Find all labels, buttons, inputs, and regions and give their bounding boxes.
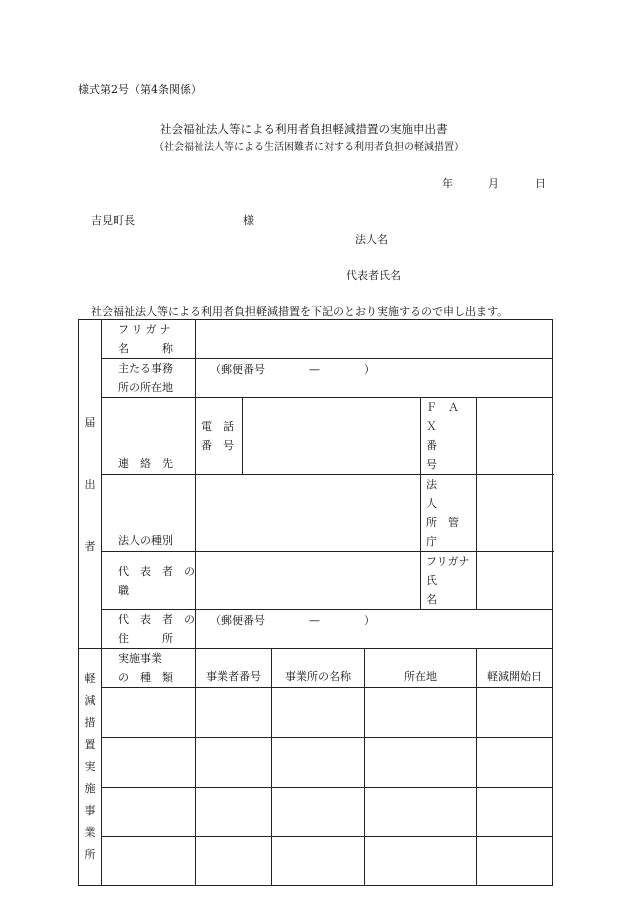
cell-business-number[interactable] (196, 837, 272, 886)
cell-location[interactable] (365, 688, 477, 738)
corporation-name-label: 法人名 (355, 233, 388, 246)
row-representative-address (79, 610, 553, 649)
field-representative-address[interactable] (196, 610, 553, 649)
addressee-name: 吉見町長 (91, 214, 135, 227)
postal-code-label: （郵便番号 — ） (210, 614, 375, 627)
label-representative-furigana-name: フリガナ 氏 名 (421, 552, 477, 610)
row-contact (79, 398, 553, 475)
cell-business-number[interactable] (196, 738, 272, 788)
row-office-location (79, 359, 553, 398)
date-month: 月 (488, 177, 499, 190)
facility-row (79, 688, 553, 738)
label-representative-address: 代 表 者 の 住 所 (102, 610, 196, 649)
header-service-type: 実施事業 の 種 類 (102, 649, 196, 688)
row-facility-header (79, 649, 553, 688)
representative-name-label: 代表者氏名 (346, 269, 401, 282)
section-applicant-char: 者 (84, 539, 96, 553)
addressee-honorific: 様 (243, 214, 254, 227)
field-representative-title[interactable] (196, 552, 421, 610)
label-corporation-type: 法人の種別 (102, 475, 196, 552)
header-start-date: 軽減開始日 (477, 649, 553, 688)
label-phone: 電 話 番 号 (196, 398, 243, 475)
label-fax: Ｆ Ａ Ｘ 番 号 (421, 398, 477, 475)
section-facility-char: 実 (84, 760, 96, 773)
header-facility-name: 事業所の名称 (272, 649, 365, 688)
section-facility-char: 措 (84, 716, 96, 729)
section-applicant (79, 320, 102, 649)
section-facility (79, 649, 102, 886)
section-facility-char: 所 (84, 848, 96, 861)
cell-location[interactable] (365, 837, 477, 886)
cell-service-type[interactable] (102, 788, 196, 837)
header-location: 所在地 (365, 649, 477, 688)
field-phone[interactable] (243, 398, 421, 475)
cell-business-number[interactable] (196, 788, 272, 837)
section-facility-char: 業 (84, 826, 96, 839)
postal-code-label: （郵便番号 — ） (210, 363, 375, 376)
field-jurisdiction[interactable] (477, 475, 553, 552)
cell-start-date[interactable] (477, 788, 553, 837)
date-day: 日 (535, 177, 546, 190)
intro-text: 社会福祉法人等による利用者負担軽減措置を下記のとおり実施するので申し出ます。 (91, 305, 509, 318)
row-representative-title (79, 552, 553, 610)
cell-facility-name[interactable] (272, 788, 365, 837)
section-facility-char: 減 (84, 694, 96, 707)
field-representative-name[interactable] (477, 552, 553, 610)
section-applicant-char: 出 (84, 477, 96, 491)
cell-service-type[interactable] (102, 688, 196, 738)
field-corporation-name[interactable] (196, 320, 553, 359)
application-form-table (78, 319, 553, 886)
cell-start-date[interactable] (477, 837, 553, 886)
facility-row (79, 738, 553, 788)
facility-row (79, 837, 553, 886)
header-business-number: 事業者番号 (196, 649, 272, 688)
document-subtitle: （社会福祉法人等による生活困難者に対する利用者負担の軽減措置） (154, 142, 464, 153)
cell-facility-name[interactable] (272, 688, 365, 738)
section-facility-char: 軽 (84, 672, 96, 685)
label-contact: 連 絡 先 (102, 398, 196, 475)
cell-service-type[interactable] (102, 738, 196, 788)
section-applicant-char: 届 (84, 415, 96, 429)
label-furigana-name: フリガナ 名 称 (102, 320, 196, 359)
cell-service-type[interactable] (102, 837, 196, 886)
field-fax[interactable] (477, 398, 553, 475)
section-facility-char: 事 (84, 804, 96, 817)
cell-start-date[interactable] (477, 688, 553, 738)
label-office-location: 主たる事務 所の所在地 (102, 359, 196, 398)
section-facility-char: 施 (84, 782, 96, 795)
cell-business-number[interactable] (196, 688, 272, 738)
date-year: 年 (442, 177, 453, 190)
facility-row (79, 788, 553, 837)
label-jurisdiction: 法 人 所 管 庁 (421, 475, 477, 552)
row-corporation-type (79, 475, 553, 552)
cell-facility-name[interactable] (272, 738, 365, 788)
field-corporation-type[interactable] (196, 475, 421, 552)
section-facility-char: 置 (84, 738, 96, 751)
cell-facility-name[interactable] (272, 837, 365, 886)
cell-location[interactable] (365, 738, 477, 788)
row-furigana-name (79, 320, 553, 359)
label-representative-title: 代 表 者 の 職 (102, 552, 196, 610)
cell-start-date[interactable] (477, 738, 553, 788)
cell-location[interactable] (365, 788, 477, 837)
form-number: 様式第2号（第4条関係） (78, 83, 202, 96)
field-office-address[interactable] (196, 359, 553, 398)
document-title: 社会福祉法人等による利用者負担軽減措置の実施申出書 (160, 122, 448, 136)
